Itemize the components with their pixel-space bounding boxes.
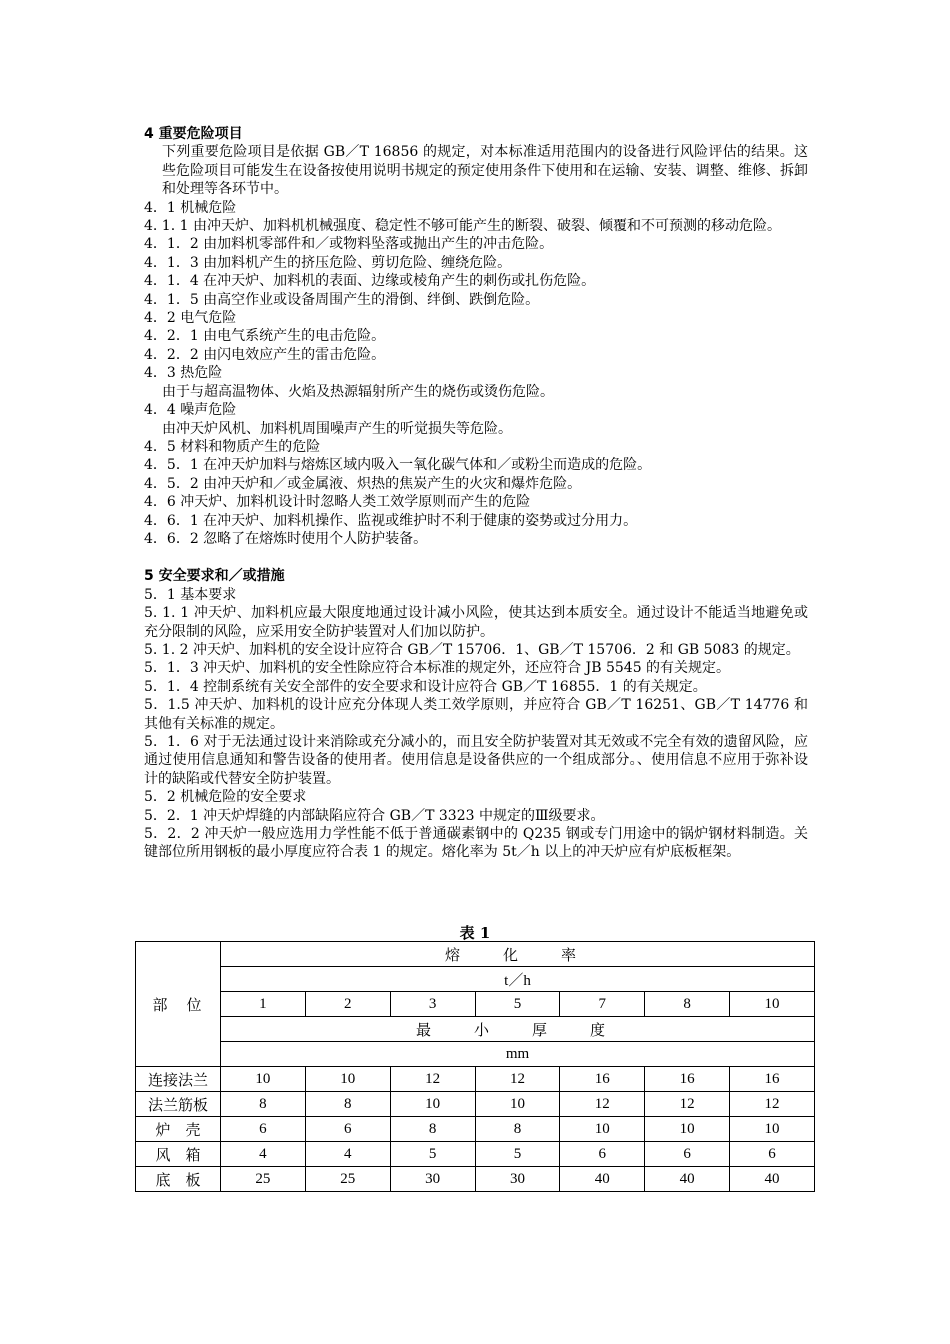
table-cell: 6 — [560, 1142, 645, 1167]
table-cell: 40 — [560, 1167, 645, 1192]
thickness-table — [135, 941, 815, 1192]
table-row — [136, 1142, 815, 1167]
item-4-1-4: 4．1．4 在冲天炉、加料机的表面、边缘或棱角产生的刺伤或扎伤危险。 — [144, 273, 596, 290]
table-row — [136, 1092, 815, 1117]
table-cell: 12 — [560, 1092, 645, 1117]
table-cell: 10 — [475, 1092, 560, 1117]
table-cell: 10 — [560, 1117, 645, 1142]
part-name: 炉 壳 — [136, 1117, 221, 1142]
table-cell: 25 — [221, 1167, 306, 1192]
table-caption: 表 1 — [459, 924, 491, 942]
item-5-1-1: 5. 1. 1 冲天炉、加料机应最大限度地通过设计减小风险，使其达到本质安全。通过设计不能适当地避免或充分限制的风险，应采用安全防护装置对人们加以防护。 — [144, 605, 808, 640]
melt-rate-header: 熔 化 率 — [221, 942, 815, 967]
item-5-1-5: 5．1.5 冲天炉、加料机的设计应充分体现人类工效学原则，并应符合 GB／T 16251、GB／T 14776 和其他有关标准的规定。 — [144, 697, 808, 732]
item-5-1-2: 5. 1. 2 冲天炉、加料机的安全设计应符合 GB／T 15706．1、GB／T 15706．2 和 GB 5083 的规定。 — [144, 641, 800, 658]
table-cell: 40 — [730, 1167, 815, 1192]
noise-hazard-text: 由冲天炉风机、加料机周围噪声产生的听觉损失等危险。 — [162, 420, 512, 437]
table-cell: 4 — [305, 1142, 390, 1167]
table-cell: 10 — [305, 1067, 390, 1092]
section-4-heading: 4 重要危险项目 — [144, 126, 243, 142]
table-cell: 5 — [475, 1142, 560, 1167]
table-row — [136, 1117, 815, 1142]
table-cell: 25 — [305, 1167, 390, 1192]
document-body — [144, 125, 808, 862]
item-4-4: 4．4 噪声危险 — [144, 402, 237, 419]
item-4-3: 4．3 热危险 — [144, 365, 223, 382]
table-cell: 12 — [390, 1067, 475, 1092]
item-5-2-2: 5．2．2 冲天炉一般应选用力学性能不低于普通碳素钢中的 Q235 钢或专门用途中的锅炉钢材料制造。关键部位所用钢板的最小厚度应符合表 1 的规定。熔化率为 5t／h 以上的冲天炉应有炉底板框架。 — [144, 826, 808, 861]
rate-cell: 5 — [475, 992, 560, 1017]
item-5-2-1: 5．2．1 冲天炉焊缝的内部缺陷应符合 GB／T 3323 中规定的Ⅲ级要求。 — [144, 807, 605, 824]
heat-hazard-text: 由于与超高温物体、火焰及热源辐射所产生的烧伤或烫伤危险。 — [162, 383, 554, 400]
item-4-5-1: 4．5．1 在冲天炉加料与熔炼区域内吸入一氧化碳气体和／或粉尘而造成的危险。 — [144, 457, 652, 474]
section-4-intro: 下列重要危险项目是依据 GB／T 16856 的规定，对本标准适用范围内的设备进行风险评估的结果。这些危险项目可能发生在设备按使用说明书规定的预定使用条件下使用和在运输、安装、调整、维修、拆卸和处理等各环节中。 — [162, 144, 808, 198]
table-cell: 8 — [305, 1092, 390, 1117]
table-cell: 16 — [560, 1067, 645, 1092]
rate-cell: 10 — [730, 992, 815, 1017]
part-header: 部 位 — [136, 942, 221, 1067]
item-4-6: 4．6 冲天炉、加料机设计时忽略人类工效学原则而产生的危险 — [144, 494, 531, 511]
item-5-1-3: 5．1．3 冲天炉、加料机的安全性除应符合本标准的规定外，还应符合 JB 5545 的有关规定。 — [144, 660, 731, 677]
table-cell: 10 — [390, 1092, 475, 1117]
item-4-1-1: 4. 1. 1 由冲天炉、加料机机械强度、稳定性不够可能产生的断裂、破裂、倾覆和不可预测的移动危险。 — [144, 218, 781, 235]
item-4-5: 4．5 材料和物质产生的危险 — [144, 438, 321, 455]
table-row — [136, 1167, 815, 1192]
table-cell: 16 — [645, 1067, 730, 1092]
thickness-header: 最 小 厚 度 — [221, 1017, 815, 1042]
item-4-5-2: 4．5．2 由冲天炉和／或金属液、炽热的焦炭产生的火灾和爆炸危险。 — [144, 475, 582, 492]
table-cell: 30 — [475, 1167, 560, 1192]
item-5-2: 5．2 机械危险的安全要求 — [144, 789, 307, 806]
part-name: 风 箱 — [136, 1142, 221, 1167]
table-cell: 30 — [390, 1167, 475, 1192]
table-cell: 8 — [390, 1117, 475, 1142]
rate-cell: 7 — [560, 992, 645, 1017]
table-cell: 16 — [730, 1067, 815, 1092]
item-4-6-2: 4．6．2 忽略了在熔炼时使用个人防护装备。 — [144, 530, 428, 547]
section-5-heading: 5 安全要求和／或措施 — [144, 568, 285, 585]
table-cell: 40 — [645, 1167, 730, 1192]
table-cell: 10 — [645, 1117, 730, 1142]
item-4-1-2: 4．1．2 由加料机零部件和／或物料坠落或抛出产生的冲击危险。 — [144, 236, 554, 253]
melt-rate-unit: t／h — [221, 967, 815, 992]
part-name: 连接法兰 — [136, 1067, 221, 1092]
table-cell: 8 — [475, 1117, 560, 1142]
item-4-2-1: 4．2．1 由电气系统产生的电击危险。 — [144, 328, 386, 345]
table-cell: 12 — [730, 1092, 815, 1117]
rate-row — [136, 992, 815, 1017]
item-4-2: 4．2 电气危险 — [144, 310, 237, 327]
part-name: 底 板 — [136, 1167, 221, 1192]
item-4-1-3: 4．1．3 由加料机产生的挤压危险、剪切危险、缠绕危险。 — [144, 254, 512, 271]
table-cell: 10 — [221, 1067, 306, 1092]
table-cell: 4 — [221, 1142, 306, 1167]
item-4-1: 4．1 机械危险 — [144, 199, 237, 216]
table-cell: 12 — [645, 1092, 730, 1117]
item-4-6-1: 4．6．1 在冲天炉、加料机操作、监视或维护时不利于健康的姿势或过分用力。 — [144, 512, 638, 529]
table-cell: 12 — [475, 1067, 560, 1092]
table-cell: 6 — [305, 1117, 390, 1142]
table-row — [136, 1067, 815, 1092]
table-cell: 6 — [221, 1117, 306, 1142]
item-4-1-5: 4．1．5 由高空作业或设备周围产生的滑倒、绊倒、跌倒危险。 — [144, 291, 540, 308]
table-cell: 5 — [390, 1142, 475, 1167]
item-5-1-4: 5．1．4 控制系统有关安全部件的安全要求和设计应符合 GB／T 16855．1 的有关规定。 — [144, 678, 707, 695]
table-cell: 8 — [221, 1092, 306, 1117]
part-name: 法兰筋板 — [136, 1092, 221, 1117]
rate-cell: 3 — [390, 992, 475, 1017]
item-5-1-6: 5．1．6 对于无法通过设计来消除或充分减小的，而且安全防护装置对其无效或不完全有效的遗留风险，应通过使用信息通知和警告设备的使用者。使用信息是设备供应的一个组成部分。、使用信息不应用于弥补设计的缺陷或代替安全防护装置。 — [144, 734, 808, 787]
item-5-1: 5．1 基本要求 — [144, 586, 237, 603]
table-cell: 6 — [730, 1142, 815, 1167]
item-4-2-2: 4．2．2 由闪电效应产生的雷击危险。 — [144, 346, 386, 363]
table-cell: 6 — [645, 1142, 730, 1167]
thickness-unit: mm — [221, 1042, 815, 1067]
rate-cell: 8 — [645, 992, 730, 1017]
rate-cell: 2 — [305, 992, 390, 1017]
rate-cell: 1 — [221, 992, 306, 1017]
table-cell: 10 — [730, 1117, 815, 1142]
